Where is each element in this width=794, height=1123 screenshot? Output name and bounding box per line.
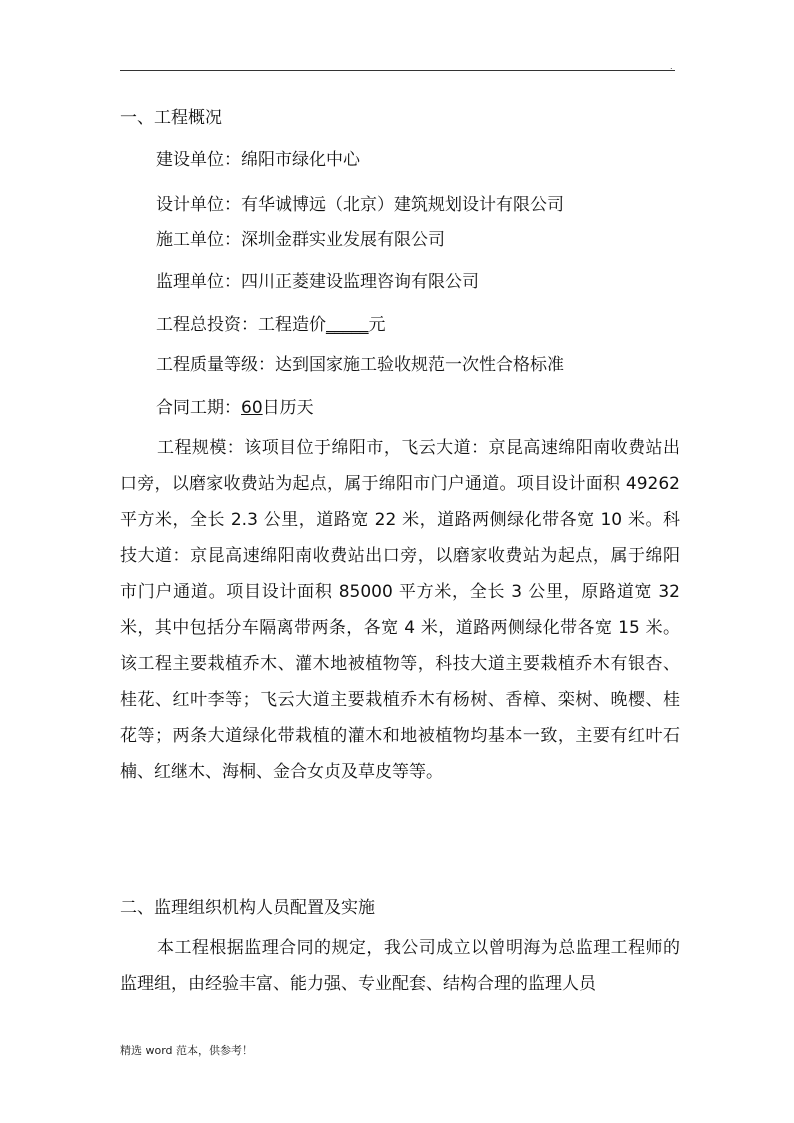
construction-unit: 施工单位：深圳金群实业发展有限公司 xyxy=(156,230,445,250)
investment-unit: 元 xyxy=(368,315,386,335)
supervision-unit: 监理单位：四川正菱建设监理咨询有限公司 xyxy=(156,272,479,292)
footer-note: 精选 word 范本，供参考！ xyxy=(120,1044,254,1057)
quality-grade: 工程质量等级：达到国家施工验收规范一次性合格标准 xyxy=(156,355,564,375)
contract-period xyxy=(156,398,314,418)
investment-line xyxy=(156,315,386,335)
design-unit: 设计单位：有华诚博远（北京）建筑规划设计有限公司 xyxy=(156,195,564,215)
build-unit: 建设单位：绵阳市绿化中心 xyxy=(156,150,360,170)
section-2-paragraph: 本工程根据监理合同的规定，我公司成立以曾明海为总监理工程师的监理组，由经验丰富、能力强、专业配套、结构合理的监理人员 xyxy=(120,938,680,994)
contract-period-days: 60 xyxy=(241,398,263,418)
header-rule xyxy=(120,70,675,71)
contract-period-label: 合同工期： xyxy=(156,398,241,418)
contract-period-unit: 日历天 xyxy=(262,398,314,418)
investment-blank: _____ xyxy=(326,315,369,335)
project-scale-paragraph: 工程规模：该项目位于绵阳市，飞云大道：京昆高速绵阳南收费站出口旁，以磨家收费站为起点，属于绵阳市门户通道。项目设计面积 49262 平方米，全长 2.3 公里，道路宽 22 米，道路两侧绿化带各宽 10 米。科技大道：京昆高速绵阳南收费站出口旁，以磨家收费站为起点，属于绵阳市门户通道。项目设计面积 85000 平方米，全长 3 公里，原路道宽 32 米，其中包括分车隔离带两条，各宽 4 米，道路两侧绿化带各宽 15 米。该工程主要栽植乔木、灌木地被植物等，科技大道主要栽植乔木有银杏、桂花、红叶李等；飞云大道主要栽植乔木有杨树、香樟、栾树、晚樱、桂花等；两条大道绿化带栽植的灌木和地被植物均基本一致，主要有红叶石楠、红继木、海桐、金合女贞及草皮等等。 xyxy=(120,438,680,782)
investment-label: 工程总投资：工程造价 xyxy=(156,315,326,335)
section-1-heading: 一、工程概况 xyxy=(120,108,222,128)
section-2-heading: 二、监理组织机构人员配置及实施 xyxy=(120,898,375,918)
header-dot: . xyxy=(670,62,673,71)
